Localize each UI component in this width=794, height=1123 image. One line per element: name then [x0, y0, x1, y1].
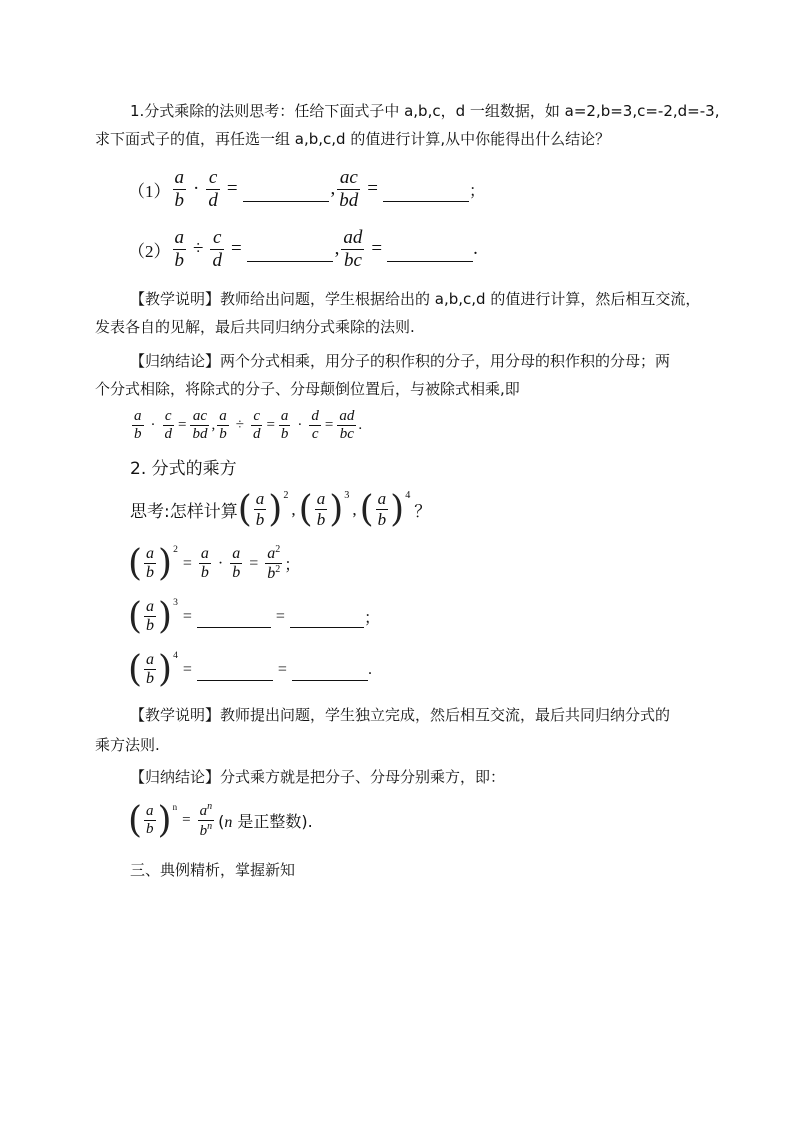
exponent: 3	[344, 490, 350, 501]
left-paren: (	[128, 596, 143, 637]
equals-sign: =	[371, 238, 383, 260]
left-paren: (	[298, 489, 313, 530]
fraction-a2-over-b2: $\frac{a^2}{b^2}$	[267, 543, 281, 582]
teaching-note-1-line-1: 【教学说明】教师给出问题，学生根据给出的 a,b,c,d 的值进行计算，然后相互交流，	[130, 290, 701, 308]
period: .	[358, 417, 363, 434]
comma: ,	[352, 499, 357, 519]
fraction-a-over-b: $\frac{a}{b}$	[255, 489, 265, 529]
semicolon: ；	[469, 180, 486, 200]
fraction-c-over-d: $\frac{c}{d}$	[212, 227, 222, 271]
comma: ,	[211, 417, 216, 434]
fraction-a-over-b: $\frac{a}{b}$	[377, 489, 387, 529]
fraction-a-over-b: $\frac{a}{b}$	[146, 802, 154, 837]
fraction-a-over-b: $\frac{a}{b}$	[316, 489, 326, 529]
comma: ,	[291, 499, 296, 519]
fraction-c-over-d: $\frac{c}{d}$	[252, 408, 261, 443]
right-paren: )	[268, 489, 283, 530]
fraction-d-over-c: $\frac{d}{c}$	[311, 408, 319, 443]
fraction-ac-over-bd: $\frac{ac}{bd}$	[192, 408, 208, 443]
problem-text-line-1: 1.分式乘除的法则思考：任给下面式子中 a,b,c，d 一组数据，如 a=2,b=3,c=-2,d=-3,	[130, 102, 720, 120]
fraction-ad-over-bc: $\frac{ad}{bc}$	[343, 227, 363, 271]
fraction-ac-over-bd: $\frac{ac}{bd}$	[339, 167, 359, 211]
fraction-ad-over-bc: $\frac{ad}{bc}$	[339, 408, 355, 443]
square-expansion	[128, 543, 300, 584]
fraction-a-over-b: $\frac{a}{b}$	[280, 408, 289, 443]
teaching-note-2-line-1: 【教学说明】教师提出问题，学生独立完成，然后相互交流，最后共同归纳分式的	[130, 706, 671, 724]
dot-operator: ·	[297, 417, 303, 434]
cube-expansion	[128, 596, 380, 637]
fraction-a-over-b: $\frac{a}{b}$	[134, 408, 142, 443]
equals-sign: =	[178, 417, 187, 434]
equals-sign: =	[182, 660, 192, 678]
dot-operator: ·	[217, 554, 224, 572]
fraction-an-over-bn: $\frac{a^n}{b^n}$	[199, 800, 213, 839]
conclusion-2: 【归纳结论】分式乘方就是把分子、分母分别乘方，即：	[130, 768, 506, 786]
left-paren: (	[128, 649, 143, 690]
left-paren: (	[128, 543, 143, 584]
power-rule-formula	[128, 800, 313, 841]
right-paren: )	[157, 800, 172, 841]
division-operator: ÷	[193, 238, 204, 260]
fraction-a-over-b: $\frac{a}{b}$	[174, 167, 184, 211]
semicolon: ；	[284, 555, 301, 574]
answer-blank	[387, 260, 473, 262]
equation-2-label: （2）	[128, 241, 171, 261]
fraction-a-over-b: $\frac{a}{b}$	[146, 544, 155, 581]
conclusion-1-line-1: 【归纳结论】两个分式相乘，用分子的积作积的分子，用分母的积作积的分母；两	[130, 352, 671, 370]
think-prefix: 思考:怎样计算	[130, 502, 238, 522]
exponent: 4	[173, 650, 178, 661]
division-operator: ÷	[235, 417, 244, 434]
answer-blank	[247, 260, 333, 262]
conclusion-1-line-2: 个分式相除，将除式的分子、分母颠倒位置后，与被除式相乘,即	[95, 380, 520, 398]
teaching-note-1-line-2: 发表各自的见解，最后共同归纳分式乘除的法则.	[95, 318, 415, 336]
multiplication-division-formula	[130, 408, 362, 444]
answer-blank	[290, 626, 364, 628]
right-paren: )	[158, 543, 173, 584]
think-question	[130, 489, 431, 530]
period: .	[367, 660, 372, 678]
question-mark: ？	[414, 502, 432, 522]
equals-sign: =	[230, 238, 242, 260]
section-3-title: 三、典例精析，掌握新知	[130, 861, 296, 879]
semicolon: ；	[363, 608, 380, 627]
fraction-a-over-b: $\frac{a}{b}$	[174, 227, 184, 271]
exponent: 2	[283, 490, 289, 501]
equals-sign: =	[249, 554, 259, 572]
dot-operator: ·	[150, 417, 156, 434]
fraction-a-over-b: $\frac{a}{b}$	[200, 544, 209, 581]
fraction-a-over-b: $\frac{a}{b}$	[232, 544, 241, 581]
equals-sign: =	[266, 417, 275, 434]
teaching-note-2-line-2: 乘方法则.	[95, 736, 160, 754]
fraction-a-over-b: $\frac{a}{b}$	[146, 650, 155, 687]
equals-sign: =	[367, 178, 379, 200]
left-paren: (	[359, 489, 374, 530]
fraction-a-over-b: $\frac{a}{b}$	[219, 408, 227, 443]
exponent: 3	[173, 597, 178, 608]
equals-sign: =	[275, 607, 285, 625]
exponent: 2	[173, 544, 178, 555]
right-paren: )	[158, 649, 173, 690]
section-2-title: 2. 分式的乘方	[130, 459, 237, 479]
equation-2	[128, 227, 478, 272]
fourth-power-expansion	[128, 649, 372, 690]
problem-text-line-2: 求下面式子的值，再任选一组 a,b,c,d 的值进行计算,从中你能得出什么结论？	[95, 130, 611, 148]
exponent: n	[172, 801, 178, 812]
exponent: 4	[405, 490, 411, 501]
answer-blank	[383, 200, 469, 202]
equals-sign: =	[277, 660, 287, 678]
equals-sign: =	[226, 178, 238, 200]
equation-1-label: （1）	[128, 181, 171, 201]
equation-1	[128, 167, 485, 212]
fraction-c-over-d: $\frac{c}{d}$	[208, 167, 218, 211]
fraction-c-over-d: $\frac{c}{d}$	[164, 408, 172, 443]
equals-sign: =	[182, 554, 192, 572]
dot-operator: ·	[193, 178, 200, 200]
fraction-a-over-b: $\frac{a}{b}$	[146, 597, 155, 634]
equals-sign: =	[324, 417, 334, 434]
period: .	[473, 238, 478, 260]
right-paren: )	[329, 489, 344, 530]
answer-blank	[292, 679, 368, 681]
answer-blank	[197, 679, 273, 681]
equals-sign: =	[182, 607, 192, 625]
answer-blank	[243, 200, 329, 202]
left-paren: (	[128, 800, 143, 841]
right-paren: )	[158, 596, 173, 637]
positive-integer-note: (n 是正整数).	[218, 812, 313, 831]
answer-blank	[197, 626, 271, 628]
comma: ,	[330, 178, 336, 200]
right-paren: )	[390, 489, 405, 530]
comma: ,	[334, 238, 340, 260]
equals-sign: =	[182, 812, 191, 828]
left-paren: (	[237, 489, 252, 530]
